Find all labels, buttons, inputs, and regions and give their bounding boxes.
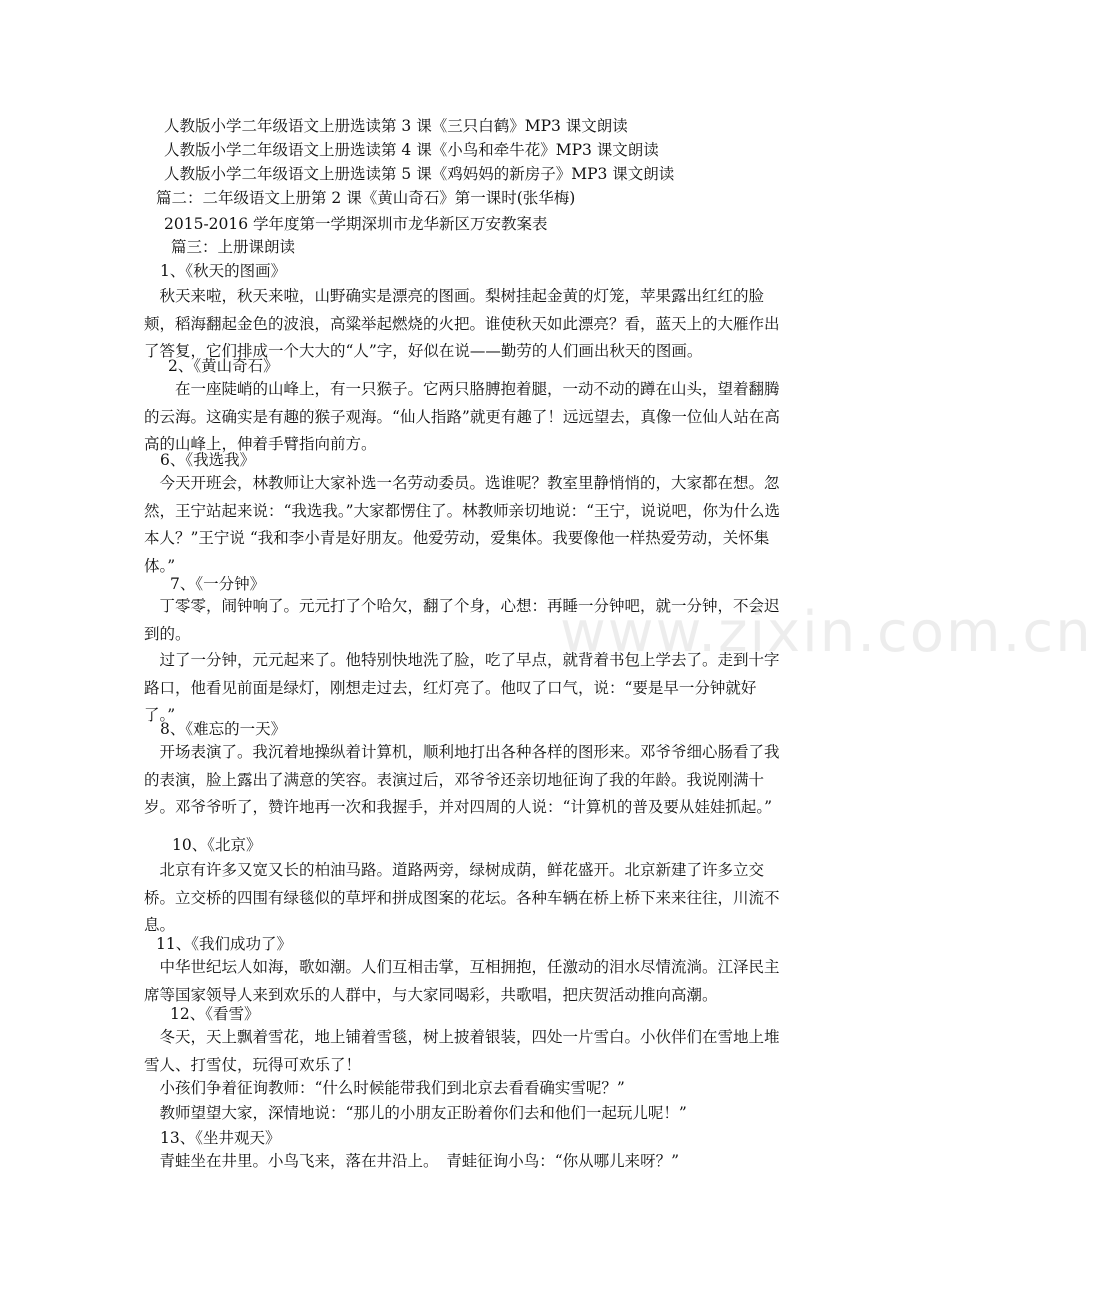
- section-title: 8、《难忘的一天》: [160, 720, 287, 738]
- section-title: 7、《一分钟》: [170, 575, 266, 593]
- paragraph: 冬天，天上飘着雪花，地上铺着雪毯，树上披着银装，四处一片雪白。小伙伴们在雪地上堆雪人、打雪仗，玩得可欢乐了！: [144, 1028, 780, 1074]
- watermark: www.zixin.com.cn: [560, 600, 1093, 665]
- paragraph: 秋天来啦，秋天来啦，山野确实是漂亮的图画。梨树挂起金黄的灯笼，苹果露出红红的脸颊，稻海翻起金色的波浪，高粱举起燃烧的火把。谁使秋天如此漂亮？看，蓝天上的大雁作出了答复，它们排成一个大大的“人”字，好似在说——勤劳的人们画出秋天的图画。: [144, 287, 780, 361]
- header-line-1: 人教版小学二年级语文上册选读第 3 课《三只白鹤》MP3 课文朗读: [164, 117, 628, 135]
- paragraph: 教师望望大家，深情地说：“那儿的小朋友正盼着你们去和他们一起玩儿呢！”: [144, 1104, 687, 1122]
- section-title: 6、《我选我》: [160, 451, 256, 469]
- section-title: 2、《黄山奇石》: [168, 357, 279, 375]
- paragraph: 过了一分钟，元元起来了。他特别快地洗了脸，吃了早点，就背着书包上学去了。走到十字路口，他看见前面是绿灯，刚想走过去，红灯亮了。他叹了口气，说：“要是早一分钟就好了。”: [144, 651, 780, 725]
- header-line-4: 篇二：二年级语文上册第 2 课《黄山奇石》第一课时(张华梅): [156, 189, 576, 207]
- header-line-3: 人教版小学二年级语文上册选读第 5 课《鸡妈妈的新房子》MP3 课文朗读: [164, 165, 675, 183]
- paragraph: 丁零零，闹钟响了。元元打了个哈欠，翻了个身，心想：再睡一分钟吧，就一分钟，不会迟到的。: [144, 597, 780, 643]
- header-line-5: 2015-2016 学年度第一学期深圳市龙华新区万安教案表: [164, 215, 548, 233]
- section-title: 13、《坐井观天》: [160, 1129, 281, 1147]
- paragraph: 开场表演了。我沉着地操纵着计算机，顺利地打出各种各样的图形来。邓爷爷细心肠看了我的表演，脸上露出了满意的笑容。表演过后，邓爷爷还亲切地征询了我的年龄。我说刚满十岁。邓爷爷听了，赞许地再一次和我握手，并对四周的人说：“计算机的普及要从娃娃抓起。”: [144, 743, 780, 817]
- paragraph: 北京有许多又宽又长的柏油马路。道路两旁，绿树成荫，鲜花盛开。北京新建了许多立交桥。立交桥的四围有绿毯似的草坪和拼成图案的花坛。各种车辆在桥上桥下来来往往，川流不息。: [144, 861, 780, 935]
- paragraph: 青蛙坐在井里。小鸟飞来，落在井沿上。 青蛙征询小鸟：“你从哪儿来呀？”: [144, 1152, 680, 1170]
- section-title: 11、《我们成功了》: [156, 935, 292, 953]
- paragraph: 中华世纪坛人如海，歌如潮。人们互相击掌，互相拥抱，任激动的泪水尽情流淌。江泽民主席等国家领导人来到欢乐的人群中，与大家同喝彩，共歌唱，把庆贺活动推向高潮。: [144, 958, 780, 1004]
- paragraph: 今天开班会，林教师让大家补选一名劳动委员。选谁呢？教室里静悄悄的，大家都在想。忽然，王宁站起来说：“我选我。”大家都愣住了。林教师亲切地说：“王宁，说说吧，你为什么选本人？”王宁说 “我和李小青是好朋友。他爱劳动，爱集体。我要像他一样热爱劳动，关怀集体。”: [144, 474, 781, 575]
- section-title: 10、《北京》: [172, 836, 262, 854]
- section-title: 12、《看雪》: [170, 1005, 260, 1023]
- section-title: 1、《秋天的图画》: [160, 262, 287, 280]
- paragraph: 在一座陡峭的山峰上，有一只猴子。它两只胳膊抱着腿，一动不动的蹲在山头，望着翻腾的云海。这确实是有趣的猴子观海。“仙人指路”就更有趣了！远远望去，真像一位仙人站在高高的山峰上，伸着手臂指向前方。: [144, 380, 780, 454]
- paragraph: 小孩们争着征询教师：“什么时候能带我们到北京去看看确实雪呢？”: [144, 1079, 625, 1097]
- header-line-2: 人教版小学二年级语文上册选读第 4 课《小鸟和牵牛花》MP3 课文朗读: [164, 141, 659, 159]
- section-heading: 篇三：上册课朗读: [171, 238, 296, 256]
